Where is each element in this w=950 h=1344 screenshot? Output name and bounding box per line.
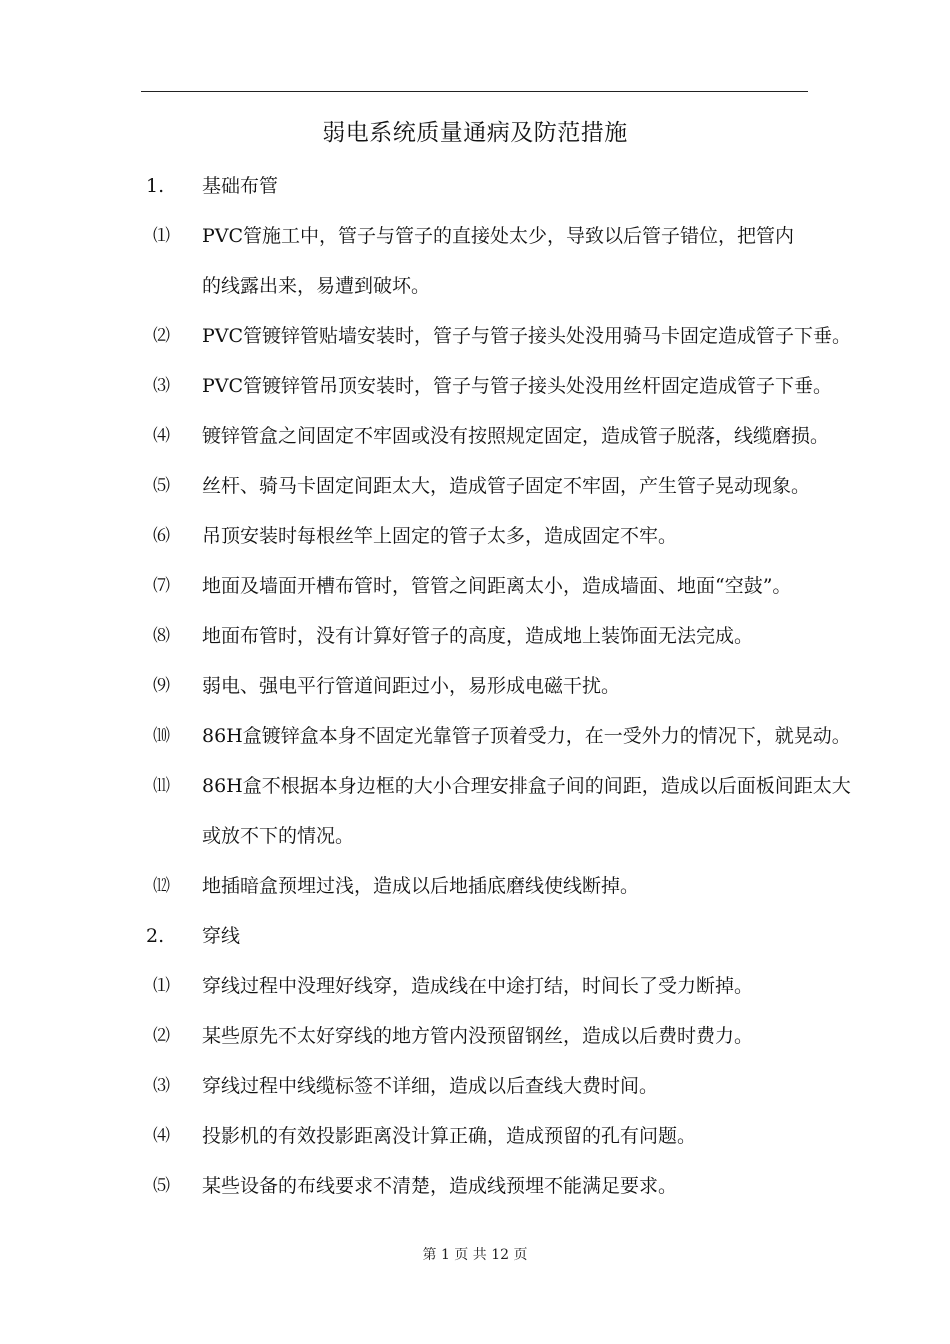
item-text: PVC管镀锌管吊顶安装时，管子与管子接头处没用丝杆固定造成管子下垂。 bbox=[202, 375, 833, 397]
item-number: ⑵ bbox=[153, 1026, 170, 1046]
item-text: 弱电、强电平行管道间距过小，易形成电磁干扰。 bbox=[202, 675, 621, 697]
item-number: ⑷ bbox=[153, 1126, 170, 1146]
item-text: 的线露出来，易遭到破坏。 bbox=[202, 275, 431, 297]
item-number: ⑽ bbox=[153, 726, 170, 746]
item-number: ⑺ bbox=[153, 576, 170, 596]
item-text: 吊顶安装时每根丝竿上固定的管子太多，造成固定不牢。 bbox=[202, 525, 678, 547]
item-number: ⑿ bbox=[153, 876, 170, 896]
item-number: ⑷ bbox=[153, 426, 170, 446]
header-rule bbox=[141, 91, 808, 92]
section-title: 基础布管 bbox=[202, 175, 279, 197]
item-number: ⑵ bbox=[153, 326, 170, 346]
item-number: ⑴ bbox=[153, 976, 170, 996]
section-title: 穿线 bbox=[202, 925, 241, 947]
item-text: 地面布管时，没有计算好管子的高度，造成地上装饰面无法完成。 bbox=[202, 625, 754, 647]
item-number: ⑸ bbox=[153, 476, 170, 496]
item-text: PVC管镀锌管贴墙安装时，管子与管子接头处没用骑马卡固定造成管子下垂。 bbox=[202, 325, 852, 347]
item-text: PVC管施工中，管子与管子的直接处太少，导致以后管子错位，把管内 bbox=[202, 225, 795, 247]
item-number: ⑶ bbox=[153, 376, 170, 396]
item-text: 地插暗盒预埋过浅，造成以后地插底磨线使线断掉。 bbox=[202, 875, 640, 897]
item-number: ⑴ bbox=[153, 226, 170, 246]
item-text: 穿线过程中没理好线穿，造成线在中途打结，时间长了受力断掉。 bbox=[202, 975, 754, 997]
item-text: 地面及墙面开槽布管时，管管之间距离太小，造成墙面、地面“空鼓”。 bbox=[202, 575, 792, 597]
item-text: 86H盒不根据本身边框的大小合理安排盒子间的间距，造成以后面板间距太大 bbox=[202, 775, 851, 797]
item-text: 或放不下的情况。 bbox=[202, 825, 355, 847]
item-text: 某些设备的布线要求不清楚，造成线预埋不能满足要求。 bbox=[202, 1175, 678, 1197]
item-text: 某些原先不太好穿线的地方管内没预留钢丝，造成以后费时费力。 bbox=[202, 1025, 754, 1047]
document-title: 弱电系统质量通病及防范措施 bbox=[322, 120, 628, 146]
item-number: ⑹ bbox=[153, 526, 170, 546]
item-number: ⑾ bbox=[153, 776, 170, 796]
page-footer: 第 1 页 共 12 页 bbox=[422, 1247, 528, 1263]
item-number: ⑸ bbox=[153, 1176, 170, 1196]
item-number: ⑶ bbox=[153, 1076, 170, 1096]
item-number: ⑼ bbox=[153, 676, 170, 696]
item-text: 投影机的有效投影距离没计算正确，造成预留的孔有问题。 bbox=[202, 1125, 697, 1147]
item-text: 穿线过程中线缆标签不详细，造成以后查线大费时间。 bbox=[202, 1075, 659, 1097]
section-number: 2. bbox=[146, 925, 165, 947]
item-number: ⑻ bbox=[153, 626, 170, 646]
item-text: 镀锌管盒之间固定不牢固或没有按照规定固定，造成管子脱落，线缆磨损。 bbox=[202, 425, 830, 447]
section-number: 1. bbox=[146, 175, 165, 197]
item-text: 丝杆、骑马卡固定间距太大，造成管子固定不牢固，产生管子晃动现象。 bbox=[202, 475, 811, 497]
item-text: 86H盒镀锌盒本身不固定光靠管子顶着受力，在一受外力的情况下，就晃动。 bbox=[202, 725, 851, 747]
